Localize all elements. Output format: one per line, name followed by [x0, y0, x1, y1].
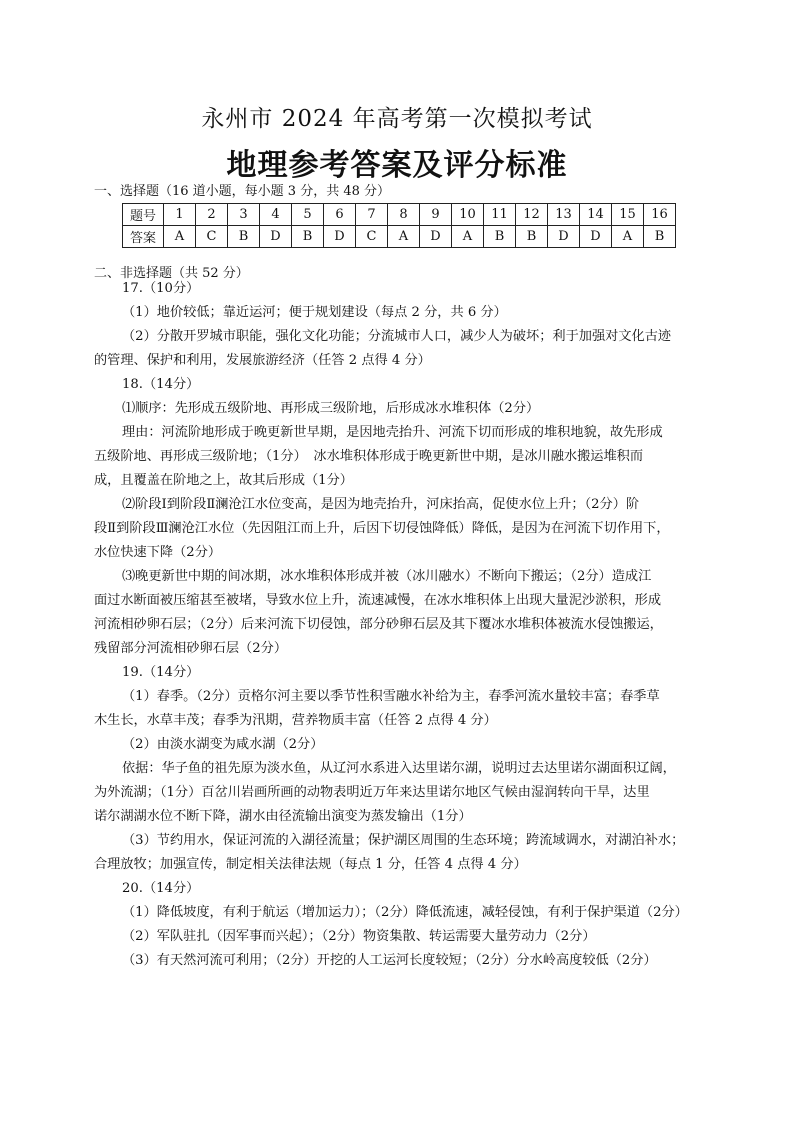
q-cell: 6	[324, 204, 356, 226]
a-cell: B	[484, 226, 516, 248]
a-cell: A	[612, 226, 644, 248]
text-line: （3）节约用水，保证河流的入湖径流量；保护湖区周围的生态环境；跨流域调水，对湖泊补水；	[122, 833, 685, 848]
row-label-answer: 答案	[123, 226, 164, 248]
text-line: （1）春季。（2分）贡格尔河主要以季节性积雪融水补给为主，春季河流水量较丰富；春季草	[122, 689, 660, 704]
text-line: ⑶晚更新世中期的间冰期，冰水堆积体形成并被（冰川融水）不断向下搬运；（2分）造成江	[122, 569, 652, 584]
text-line: 19.（14分）	[122, 665, 200, 680]
text-line: 的管理、保护和利用，发展旅游经济（任答 2 点得 4 分）	[94, 353, 431, 368]
text-line: （3）有天然河流可利用；（2分）开挖的人工运河长度较短；（2分）分水岭高度较低（2分）	[122, 953, 657, 968]
question-number-row	[123, 204, 676, 226]
a-cell: C	[356, 226, 388, 248]
text-line: 理由：河流阶地形成于晚更新世早期，是因地壳抬升、河流下切而形成的堆积地貌，故先形成	[122, 425, 663, 440]
q-cell: 2	[196, 204, 228, 226]
text-line: 段Ⅱ到阶段Ⅲ澜沧江水位（先因阻江而上升，后因下切侵蚀降低）降低，是因为在河流下切作用下，	[94, 521, 670, 536]
text-line: 合理放牧；加强宣传，制定相关法律法规（每点 1 分，任答 4 点得 4 分）	[94, 857, 527, 872]
text-line: 面过水断面被压缩甚至被堵，导致水位上升，流速减慢，在冰水堆积体上出现大量泥沙淤积，形成	[94, 593, 662, 608]
text-line: 诺尔湖湖水位不断下降，湖水由径流输出演变为蒸发输出（1分）	[94, 809, 472, 824]
text-line: （1）降低坡度，有利于航运（增加运力）；（2分）降低流速，减轻侵蚀，有利于保护渠道（2分）	[122, 905, 688, 920]
a-cell: A	[452, 226, 484, 248]
a-cell: D	[548, 226, 580, 248]
text-line: （1）地价较低；靠近运河；便于规划建设（每点 2 分，共 6 分）	[122, 305, 507, 320]
answer-row	[123, 226, 676, 248]
a-cell: B	[228, 226, 260, 248]
text-line: 木生长，水草丰茂；春季为汛期，营养物质丰富（任答 2 点得 4 分）	[94, 713, 497, 728]
q-cell: 16	[644, 204, 676, 226]
a-cell: D	[324, 226, 356, 248]
q-cell: 3	[228, 204, 260, 226]
exam-title: 永州市 2024 年高考第一次模拟考试	[201, 106, 593, 132]
text-line: ⑴顺序：先形成五级阶地、再形成三级阶地，后形成冰水堆积体（2分）	[122, 401, 540, 416]
a-cell: D	[260, 226, 292, 248]
a-cell: A	[388, 226, 420, 248]
q-cell: 1	[164, 204, 196, 226]
text-line: 17.（10分）	[122, 281, 200, 296]
a-cell: B	[292, 226, 324, 248]
q-cell: 9	[420, 204, 452, 226]
text-line: ⑵阶段Ⅰ到阶段Ⅱ澜沧江水位变高，是因为地壳抬升，河床抬高，促使水位上升；（2分）阶	[122, 497, 640, 512]
q-cell: 15	[612, 204, 644, 226]
text-line: 水位快速下降（2分）	[94, 545, 222, 560]
text-line: 20.（14分）	[122, 881, 200, 896]
q-cell: 5	[292, 204, 324, 226]
text-line: （2）由淡水湖变为咸水湖（2分）	[122, 737, 324, 752]
text-line: （2）军队驻扎（因军事而兴起）；（2分）物资集散、转运需要大量劳动力（2分）	[122, 929, 596, 944]
q-cell: 7	[356, 204, 388, 226]
text-line: 18.（14分）	[122, 377, 200, 392]
text-line: 依据：华子鱼的祖先原为淡水鱼，从辽河水系进入达里诺尔湖，说明过去达里诺尔湖面积辽阔，	[122, 761, 676, 776]
answer-key-title: 地理参考答案及评分标准	[226, 148, 568, 183]
q-cell: 8	[388, 204, 420, 226]
q-cell: 13	[548, 204, 580, 226]
q-cell: 4	[260, 204, 292, 226]
section1-heading: 一、选择题（16 道小题，每小题 3 分，共 48 分）	[94, 184, 391, 199]
q-cell: 10	[452, 204, 484, 226]
a-cell: A	[164, 226, 196, 248]
a-cell: D	[580, 226, 612, 248]
text-line: 河流相砂卵石层；（2分）后来河流下切侵蚀，部分砂卵石层及其下覆冰水堆积体被流水侵蚀搬运，	[94, 617, 663, 632]
text-line: 残留部分河流相砂卵石层（2分）	[94, 641, 288, 656]
q-cell: 14	[580, 204, 612, 226]
section2-heading: 二、非选择题（共 52 分）	[94, 266, 249, 281]
a-cell: B	[516, 226, 548, 248]
q-cell: 12	[516, 204, 548, 226]
q-cell: 11	[484, 204, 516, 226]
answer-table	[122, 203, 676, 248]
a-cell: D	[420, 226, 452, 248]
text-line: 五级阶地、再形成三级阶地；（1分） 冰水堆积体形成于晚更新世中期，是冰川融水搬运堆积而	[94, 449, 644, 464]
a-cell: C	[196, 226, 228, 248]
text-line: 成，且覆盖在阶地之上，故其后形成（1分）	[94, 473, 353, 488]
a-cell: B	[644, 226, 676, 248]
row-label-question: 题号	[123, 204, 164, 226]
text-line: （2）分散开罗城市职能，强化文化功能；分流城市人口，减少人为破坏；利于加强对文化古迹	[122, 329, 672, 344]
text-line: 为外流湖；（1分）百岔川岩画所画的动物表明近万年来达里诺尔地区气候由湿润转向干旱，达里	[94, 785, 650, 800]
